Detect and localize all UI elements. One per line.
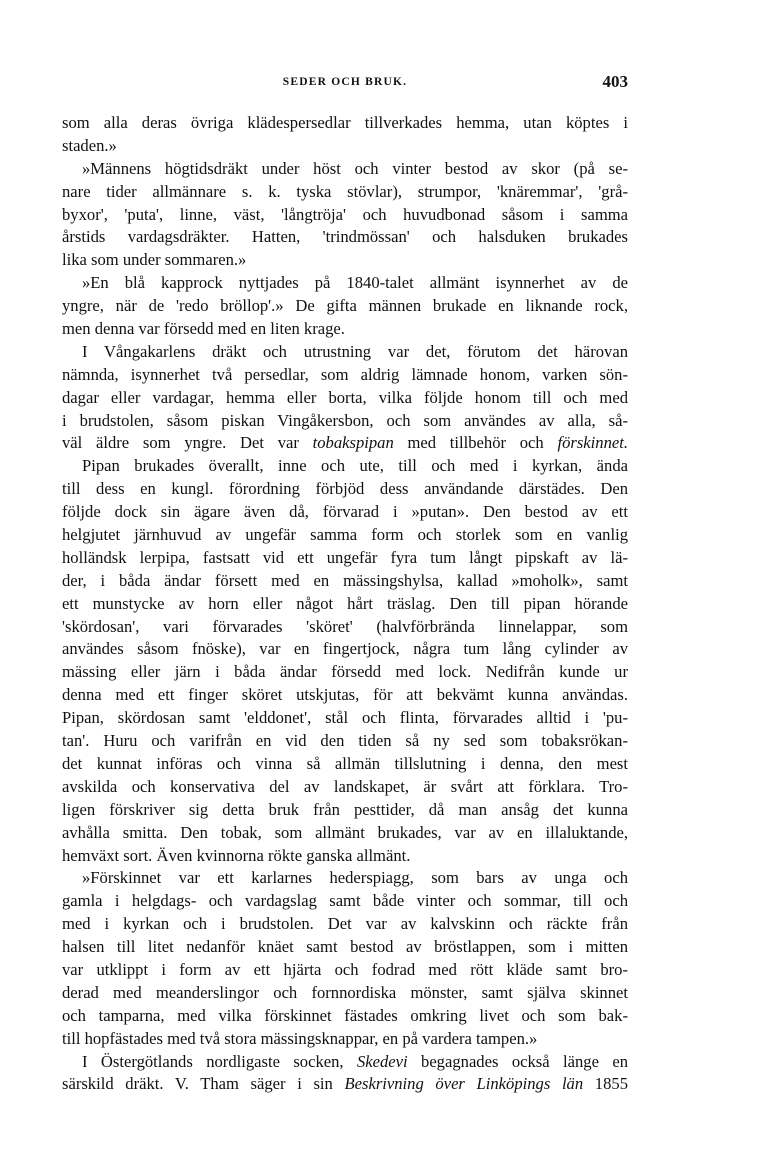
text-line-mixed [62, 432, 628, 455]
text-line: hemväxt sort. Även kvinnorna rökte ganska allmänt. [62, 845, 411, 865]
text-line: I Vångakarlens dräkt och utrustning var det, förutom det härovan [82, 341, 628, 361]
text-line-mixed [62, 1051, 628, 1074]
text-line: avhålla smitta. Den tobak, som allmänt brukades, var av en illaluktande, [62, 822, 628, 842]
text-line: ett munstycke av horn eller något hårt träslag. Den till pipan hörande [62, 593, 628, 613]
text-line: i brudstolen, såsom piskan Vingåkersbon, och som användes av alla, så- [62, 410, 628, 430]
text-line: nare tider allmännare s. k. tyska stövlar), strumpor, 'knäremmar', 'grå- [62, 181, 628, 201]
text-line: var utklippt i form av ett hjärta och fodrad med rött kläde samt bro- [62, 959, 628, 979]
text-line: byxor', 'puta', linne, väst, 'långtröja' och huvudbonad såsom i samma [62, 204, 628, 224]
text-line: och tamparna, med vilka förskinnet fästades omkring livet och som bak- [62, 1005, 628, 1025]
text-line: avskilda och konservativa del av landskapet, är svårt att förklara. Tro- [62, 776, 628, 796]
text-line: årstids vardagsdräkter. Hatten, 'trindmössan' och halsduken brukades [62, 227, 628, 247]
text-run: med tillbehör och [393, 433, 558, 453]
text-line: »Förskinnet var ett karlarnes hederspiagg, som bars av unga och [82, 868, 628, 888]
text-line: som alla deras övriga klädespersedlar tillverkades hemma, utan köptes i [62, 113, 628, 132]
text-line: nämnda, isynnerhet två persedlar, som aldrig lämnade honom, varken sön- [62, 364, 628, 384]
text-run: väl äldre som yngre. Det var [62, 433, 313, 453]
text-line: följde dock sin ägare även då, förvarad i »putan». Den bestod av ett [62, 502, 628, 522]
text-line: 'skördosan', vari förvarades 'sköret' (halvförbrända linnelappar, som [62, 616, 628, 636]
text-line: med i kyrkan och i brudstolen. Det var av kalvskinn och räckte från [62, 914, 628, 934]
italic-term: Skedevi [356, 1051, 408, 1071]
text-run: särskild dräkt. V. Tham säger i sin [62, 1074, 345, 1094]
running-title: SEDER OCH BRUK. [282, 76, 408, 88]
text-line: lika som under sommaren.» [62, 250, 247, 270]
running-head [62, 72, 628, 96]
text-line: derad med meanderslingor och fornnordiska mönster, samt själva skinnet [62, 982, 628, 1002]
text-line: staden.» [62, 135, 117, 155]
italic-term: Beskrivning över Linköpings län [344, 1074, 584, 1094]
text-line: »En blå kapprock nyttjades på 1840-talet allmänt isynnerhet av de [82, 273, 628, 293]
text-line: tan'. Huru och varifrån en vid den tiden så ny sed som tobaksrökan- [62, 731, 628, 751]
text-run: I Östergötlands nordligaste socken, [82, 1051, 357, 1071]
text-line: yngre, när de 'redo bröllop'.» De gifta männen brukade en liknande rock, [62, 296, 628, 316]
text-line: ligen förskriver sig detta bruk från pesttider, då man ansåg det kunna [62, 799, 628, 819]
text-line: till dess en kungl. förordning förbjöd dess användande därstädes. Den [62, 479, 628, 499]
text-line: men denna var försedd med en liten krage. [62, 319, 345, 339]
text-line: helgjutet järnhuvud av ungefär samma form och storlek som en vanlig [62, 525, 628, 545]
text-line: der, i båda ändar försett med en mässingshylsa, kallad »moholk», samt [62, 570, 628, 590]
text-line: Pipan brukades överallt, inne och ute, till och med i kyrkan, ända [82, 456, 628, 476]
text-line: holländsk lerpipa, fastsatt vid ett ungefär fyra tum långt pipskaft av lä- [62, 547, 628, 567]
text-line: denna med ett finger sköret utskjutas, för att bekvämt kunna användas. [62, 685, 628, 705]
text-line: det kunnat införas och vinna så allmän tillslutning i denna, den mest [62, 753, 628, 773]
text-line: användes såsom fnöske), var en fingertjock, några tum lång cylinder av [62, 639, 628, 659]
page-number: 403 [602, 72, 628, 91]
text-run: 1855 [583, 1074, 628, 1094]
text-line: mässing eller järn i båda ändar försedd med lock. Nedifrån kunde ur [62, 662, 628, 682]
italic-term: förskinnet. [557, 433, 628, 453]
text-line: gamla i helgdags- och vardagslag samt både vinter och sommar, till och [62, 891, 628, 911]
text-line: dagar eller vardagar, hemma eller borta, vilka följde honom till och med [62, 387, 628, 407]
text-line: halsen till litet nedanför knäet samt bestod av bröstlappen, som i mitten [62, 937, 628, 957]
text-line: Pipan, skördosan samt 'elddonet', stål och flinta, förvarades alltid i 'pu- [62, 708, 628, 728]
text-line-mixed [62, 1073, 628, 1096]
text-line: »Männens högtidsdräkt under höst och vinter bestod av skor (på se- [82, 158, 628, 178]
text-line: till hopfästades med två stora mässingsknappar, en på vardera tampen.» [62, 1028, 538, 1048]
italic-term: tobakspipan [312, 433, 394, 453]
text-run: begagnades också länge en [407, 1051, 628, 1071]
body-text [62, 112, 628, 1096]
